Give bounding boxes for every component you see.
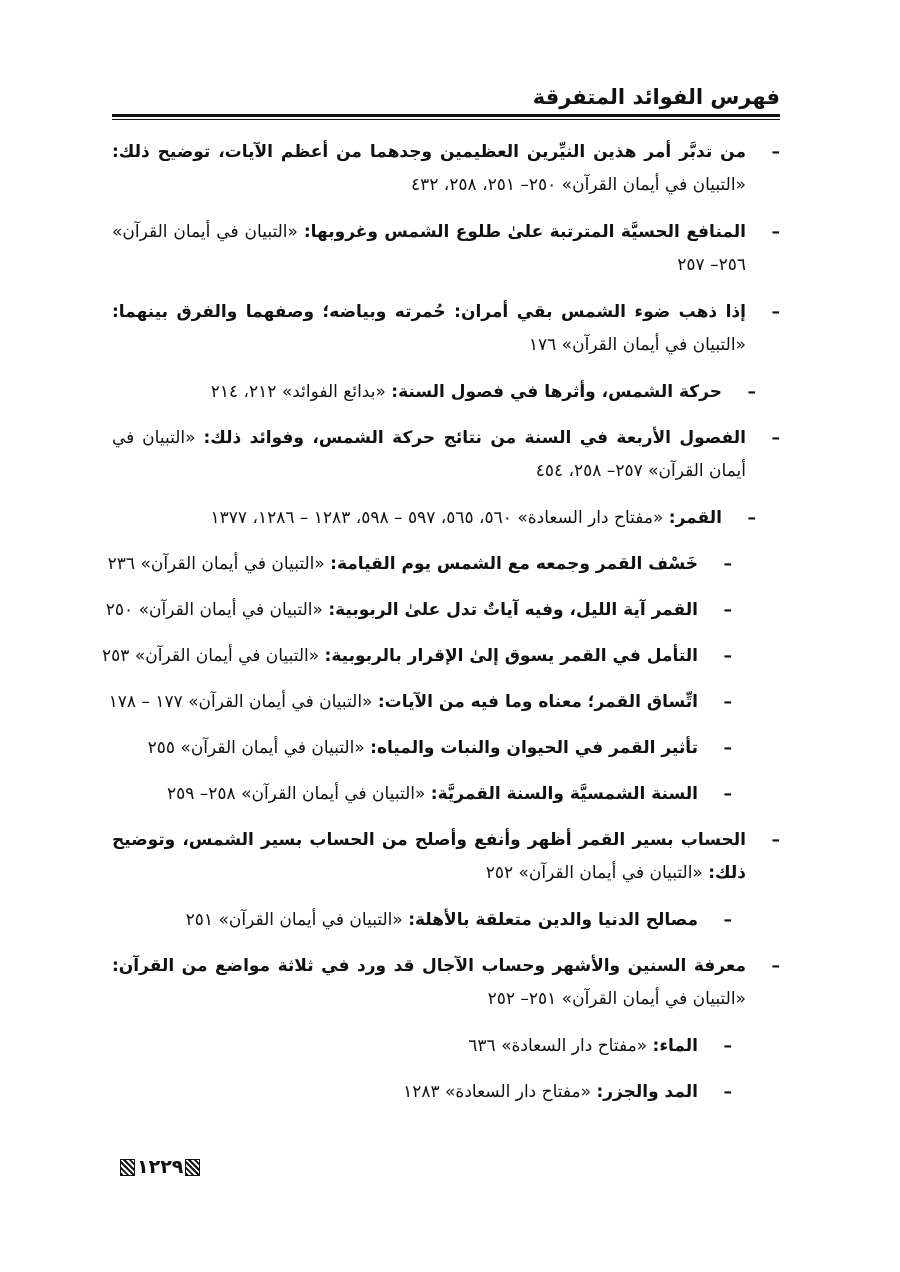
entry-dash: – bbox=[747, 508, 756, 528]
entry-dash: – bbox=[747, 382, 756, 402]
entry-dash: – bbox=[723, 692, 732, 712]
entry-dash: – bbox=[723, 784, 732, 804]
index-entry bbox=[112, 502, 756, 535]
entry-reference: «التبيان في أيمان القرآن» ٢٥٢ bbox=[485, 863, 703, 883]
entry-reference: «بدائع الفوائد» ٢١٢، ٢١٤ bbox=[210, 382, 386, 402]
entry-dash: – bbox=[723, 646, 732, 666]
entry-dash: – bbox=[723, 1082, 732, 1102]
entry-topic: الفصول الأربعة في السنة من نتائج حركة الشمس، وفوائد ذلك: bbox=[203, 428, 746, 448]
entry-reference: «مفتاح دار السعادة» ٦٣٦ bbox=[468, 1036, 648, 1056]
page-header bbox=[112, 82, 780, 122]
index-entry bbox=[112, 732, 732, 765]
entry-reference: «مفتاح دار السعادة» ١٢٨٣ bbox=[403, 1082, 592, 1102]
index-entries-list bbox=[102, 136, 780, 1122]
entry-reference: «التبيان في أيمان القرآن» ٢٥١– ٢٥٢ bbox=[487, 989, 746, 1009]
entry-topic: من تدبَّر أمر هذين النيِّرين العظيمين وجدهما من أعظم الآيات، توضيح ذلك: bbox=[112, 142, 746, 162]
header-rule-thin bbox=[112, 119, 780, 120]
entry-dash: – bbox=[771, 302, 780, 322]
entry-topic: إذا ذهب ضوء الشمس بقي أمران: حُمرته وبياضه؛ وصفهما والفرق بينهما: bbox=[112, 302, 746, 322]
entry-reference: «التبيان في أيمان القرآن» ٢٥٦– ٢٥٧ bbox=[112, 222, 746, 275]
page-title: فهرس الفوائد المتفرقة bbox=[532, 85, 780, 109]
entry-topic: مصالح الدنيا والدين متعلقة بالأهلة: bbox=[408, 910, 698, 930]
index-entry bbox=[112, 904, 732, 937]
page-footer bbox=[120, 1156, 200, 1178]
entry-reference: «التبيان في أيمان القرآن» ٢٥١ bbox=[185, 910, 403, 930]
index-entry bbox=[112, 296, 780, 362]
index-entry bbox=[112, 778, 732, 811]
entry-reference: «التبيان في أيمان القرآن» ١٧٧ – ١٧٨ bbox=[108, 692, 373, 712]
entry-dash: – bbox=[723, 738, 732, 758]
entry-topic: تأثير القمر في الحيوان والنبات والمياه: bbox=[370, 738, 698, 758]
ornament-right-icon bbox=[185, 1159, 200, 1176]
index-entry bbox=[112, 136, 780, 202]
index-entry bbox=[112, 1076, 732, 1109]
entry-dash: – bbox=[771, 830, 780, 850]
entry-dash: – bbox=[723, 600, 732, 620]
index-entry bbox=[102, 640, 732, 673]
entry-topic: خَسْف القمر وجمعه مع الشمس يوم القيامة: bbox=[330, 554, 698, 574]
entry-reference: «التبيان في أيمان القرآن» ٢٥٠– ٢٥١، ٢٥٨، ٤٣٢ bbox=[410, 175, 746, 195]
entry-topic: السنة الشمسيَّة والسنة القمريَّة: bbox=[430, 784, 698, 804]
entry-reference: «التبيان في أيمان القرآن» ٢٣٦ bbox=[107, 554, 325, 574]
index-entry bbox=[112, 422, 780, 488]
entry-dash: – bbox=[723, 910, 732, 930]
entry-dash: – bbox=[771, 142, 780, 162]
entry-topic: القمر آية الليل، وفيه آياتٌ تدل علىٰ الربوبية: bbox=[328, 600, 698, 620]
entry-topic: معرفة السنين والأشهر وحساب الآجال قد ورد في ثلاثة مواضع من القرآن: bbox=[112, 956, 746, 976]
entry-reference: «التبيان في أيمان القرآن» ٢٥٧– ٢٥٨، ٤٥٤ bbox=[112, 428, 746, 481]
entry-topic: حركة الشمس، وأثرها في فصول السنة: bbox=[391, 382, 722, 402]
entry-topic: الماء: bbox=[652, 1036, 698, 1056]
entry-dash: – bbox=[771, 428, 780, 448]
entry-dash: – bbox=[771, 956, 780, 976]
index-entry bbox=[107, 548, 732, 581]
index-entry bbox=[112, 216, 780, 282]
index-entry bbox=[112, 376, 756, 409]
entry-topic: القمر: bbox=[668, 508, 722, 528]
index-entry bbox=[112, 824, 780, 890]
index-entry bbox=[108, 686, 732, 719]
entry-topic: المنافع الحسيَّة المترتبة علىٰ طلوع الشمس وغروبها: bbox=[303, 222, 746, 242]
index-entry bbox=[112, 1030, 732, 1063]
header-rule-thick bbox=[112, 114, 780, 117]
entry-reference: «التبيان في أيمان القرآن» ٢٥٠ bbox=[105, 600, 323, 620]
page-number: ١٢٢٩ bbox=[137, 1156, 184, 1178]
entry-topic: التأمل في القمر يسوق إلىٰ الإقرار بالربوبية: bbox=[324, 646, 698, 666]
entry-reference: «التبيان في أيمان القرآن» ٢٥٣ bbox=[102, 646, 320, 666]
entry-dash: – bbox=[723, 554, 732, 574]
entry-topic: المد والجزر: bbox=[596, 1082, 698, 1102]
index-entry bbox=[105, 594, 732, 627]
index-entry bbox=[112, 950, 780, 1016]
ornament-left-icon bbox=[120, 1159, 135, 1176]
entry-reference: «التبيان في أيمان القرآن» ٢٥٨– ٢٥٩ bbox=[166, 784, 426, 804]
entry-reference: «التبيان في أيمان القرآن» ١٧٦ bbox=[528, 335, 746, 355]
entry-reference: «التبيان في أيمان القرآن» ٢٥٥ bbox=[147, 738, 365, 758]
entry-reference: «مفتاح دار السعادة» ٥٦٠، ٥٦٥، ٥٩٧ – ٥٩٨، ١٢٨٣ – ١٢٨٦، ١٣٧٧ bbox=[210, 508, 664, 528]
entry-dash: – bbox=[771, 222, 780, 242]
entry-topic: اتِّساق القمر؛ معناه وما فيه من الآيات: bbox=[377, 692, 698, 712]
entry-dash: – bbox=[723, 1036, 732, 1056]
entry-topic: الحساب بسير القمر أظهر وأنفع وأصلح من الحساب بسير الشمس، وتوضيح ذلك: bbox=[112, 830, 746, 883]
